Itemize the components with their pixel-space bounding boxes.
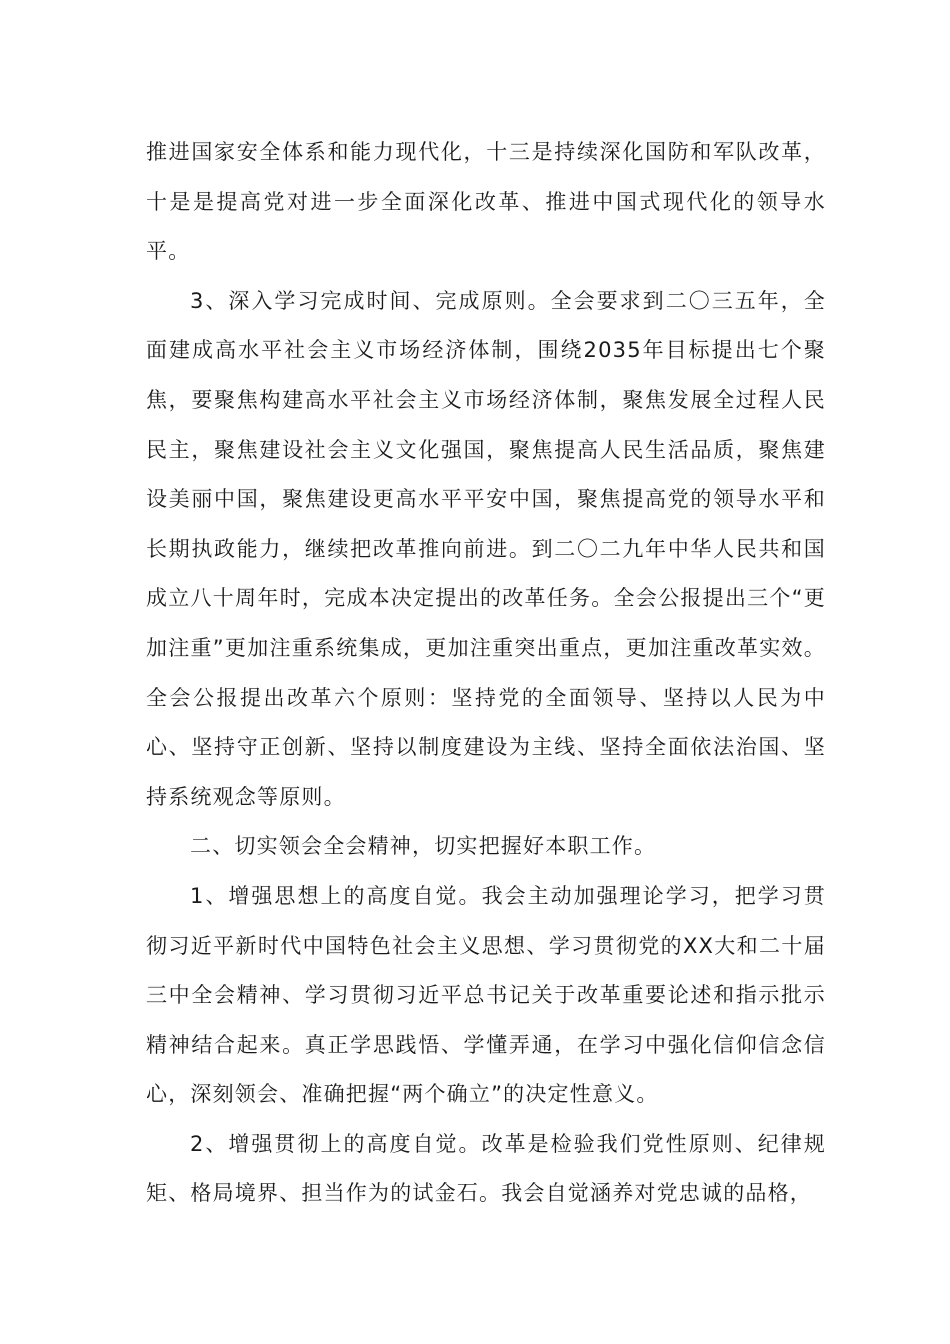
section-heading-2: 二、切实领会全会精神，切实把握好本职工作。: [190, 834, 657, 859]
paragraph-section-3: 3、深入学习完成时间、完成原则。全会要求到二〇三五年，全面建成高水平社会主义市场经济体制，围绕2035年目标提出七个聚焦，要聚焦构建高水平社会主义市场经济体制，聚焦发展全过程人民民主，聚焦建设社会主义文化强国，聚焦提高人民生活品质，聚焦建设美丽中国，聚焦建设更高水平平安中国，聚焦提高党的领导水平和长期执政能力，继续把改革推向前进。到二〇二九年中华人民共和国成立八十周年时，完成本决定提出的改革任务。全会公报提出三个“更加注重”更加注重系统集成，更加注重突出重点，更加注重改革实效。全会公报提出改革六个原则：坚持党的全面领导、坚持以人民为中心、坚持守正创新、坚持以制度建设为主线、坚持全面依法治国、坚持系统观念等原则。: [146, 288, 826, 809]
paragraph-item-2: 2、增强贯彻上的高度自觉。改革是检验我们党性原则、纪律规矩、格局境界、担当作为的试金石。我会自觉涵养对党忠诚的品格，: [146, 1131, 826, 1206]
paragraph-continuation: 推进国家安全体系和能力现代化，十三是持续深化国防和军队改革，十是是提高党对进一步全面深化改革、推进中国式现代化的领导水平。: [146, 140, 826, 264]
paragraph-item-1: 1、增强思想上的高度自觉。我会主动加强理论学习，把学习贯彻习近平新时代中国特色社会主义思想、学习贯彻党的XX大和二十届三中全会精神、学习贯彻习近平总书记关于改革重要论述和指示批示精神结合起来。真正学思践悟、学懂弄通，在学习中强化信仰信念信心，深刻领会、准确把握“两个确立”的决定性意义。: [146, 883, 826, 1107]
document-body: [146, 128, 826, 1219]
